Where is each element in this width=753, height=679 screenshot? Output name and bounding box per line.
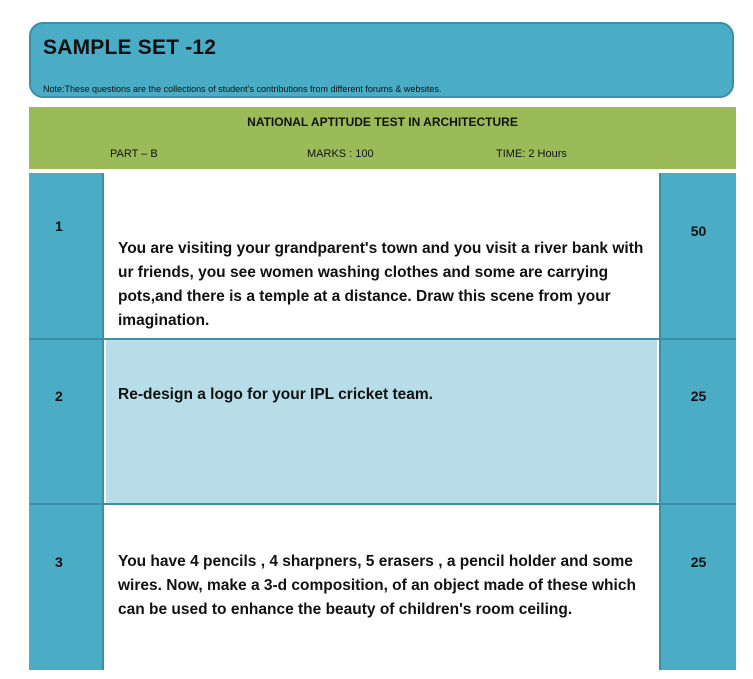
question-text-cell	[106, 340, 657, 503]
question-text-cell	[106, 505, 657, 670]
question-number-cell	[29, 340, 104, 503]
question-marks: 25	[690, 554, 707, 570]
question-text-cell	[106, 173, 657, 338]
question-row-2	[29, 340, 736, 503]
exam-part: PART – B	[110, 148, 158, 160]
header-note: Note:These questions are the collections of student’s contributions from different forums & websites.	[43, 84, 442, 94]
question-number: 3	[55, 554, 63, 570]
header-box	[29, 22, 734, 98]
question-marks-cell	[659, 340, 736, 503]
question-number-cell	[29, 505, 104, 670]
question-number: 1	[55, 218, 63, 234]
page-title: SAMPLE SET -12	[43, 36, 217, 59]
exam-title: NATIONAL APTITUDE TEST IN ARCHITECTURE	[247, 115, 518, 129]
question-text: Re-design a logo for your IPL cricket team.	[118, 386, 433, 403]
exam-info-band	[29, 107, 736, 169]
question-number: 2	[55, 388, 63, 404]
question-text: You are visiting your grandparent's town and you visit a river bank with ur friends, you see women washing clothes and some are carrying pots,and there is a temple at a distance. Draw this scene from your imagination.	[118, 240, 644, 329]
question-number-cell	[29, 173, 104, 338]
question-marks-cell	[659, 173, 736, 338]
question-row-3	[29, 505, 736, 670]
question-marks: 50	[690, 223, 707, 239]
question-row-1	[29, 173, 736, 338]
exam-time: TIME: 2 Hours	[496, 148, 567, 160]
question-marks-cell	[659, 505, 736, 670]
exam-marks: MARKS : 100	[307, 148, 374, 160]
question-marks: 25	[690, 388, 707, 404]
question-text: You have 4 pencils , 4 sharpners, 5 erasers , a pencil holder and some wires. Now, make a 3-d composition, of an object made of these which can be used to enhance the beauty of children's room ceiling.	[118, 553, 636, 618]
